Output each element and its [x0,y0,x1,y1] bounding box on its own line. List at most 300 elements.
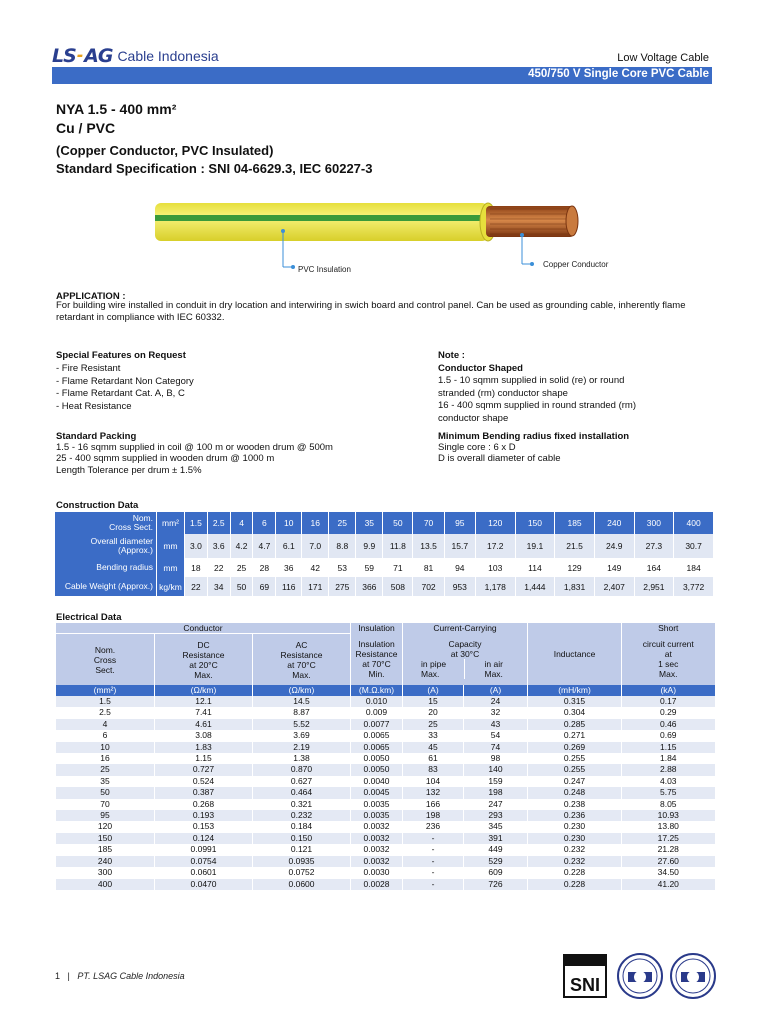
row-unit: mm² [157,512,185,534]
col-capacity [403,634,528,686]
table-cell: 8.05 [622,799,715,810]
table-row [56,799,715,810]
product-name: NYA 1.5 - 400 mm² [56,101,177,117]
header-conductor: Conductor [56,623,351,634]
table-row [56,742,715,753]
electrical-data-title: Electrical Data [56,612,122,623]
table-cell: 0.010 [351,696,403,707]
table-row [56,844,715,855]
note-line: 1.5 - 10 sqmm supplied in solid (re) or round [438,375,625,386]
bending-text [438,442,561,465]
table-cell: 159 [464,776,528,787]
table-cell: 0.464 [253,787,351,798]
col-dc-line: Resistance [182,649,225,660]
construction-data-title: Construction Data [56,500,139,511]
col-sc-line: Max. [659,669,678,680]
note-heading: Note : [438,350,465,361]
table-cell: 21.5 [555,534,595,558]
unit-cell: (mH/km) [528,685,622,696]
table-cell: 25 [329,512,356,534]
table-cell: 0.247 [528,776,622,787]
table-cell: 240 [56,856,155,867]
col-dc-line: at 20°C [189,659,218,670]
table-cell: 16 [302,512,329,534]
col-ac-line: Resistance [280,649,323,660]
table-cell: 116 [276,577,302,596]
table-cell: 184 [674,558,714,577]
table-cell: 129 [555,558,595,577]
table-cell: 198 [464,787,528,798]
table-cell: 0.248 [528,787,622,798]
table-row [56,776,715,787]
table-cell: 59 [356,558,383,577]
row-unit: mm [157,558,185,577]
table-cell: 0.153 [155,821,253,832]
packing-text [56,442,333,476]
footer-separator: | [67,971,70,981]
table-cell: 726 [464,879,528,890]
table-cell: 236 [403,821,464,832]
table-cell: 53 [329,558,356,577]
table-cell: 4.7 [253,534,276,558]
table-cell: 185 [56,844,155,855]
table-cell: 98 [464,753,528,764]
table-cell: 0.315 [528,696,622,707]
table-row [56,833,715,844]
table-cell: 74 [464,742,528,753]
col-pipe-line: Max. [421,669,440,680]
col-ac [253,634,351,686]
table-cell: 0.0032 [351,821,403,832]
table-cell: 120 [475,512,515,534]
certification-seal-icon [616,952,664,1000]
col-dc-line: DC [197,639,210,650]
sni-logo-text: SNI [569,975,601,995]
table-cell: 0.232 [528,856,622,867]
table-cell: 166 [403,799,464,810]
table-cell: 4.61 [155,719,253,730]
standard-specification: Standard Specification : SNI 04-6629.3, IEC 60227-3 [56,161,373,176]
table-cell: 449 [464,844,528,855]
col-cap-line: at 30°C [450,649,480,660]
table-cell: 132 [403,787,464,798]
row-label [55,534,157,558]
title-bar [52,67,712,84]
col-ins-line: Insulation [358,639,395,650]
table-cell: 70 [56,799,155,810]
table-cell: 953 [444,577,475,596]
packing-line: Length Tolerance per drum ± 1.5% [56,464,202,476]
certification-seal-icon [669,952,717,1000]
list-item: - Fire Resistant [56,363,121,374]
col-nom-line: Cross [93,654,117,665]
table-cell: 8.87 [253,707,351,718]
table-cell: 7.0 [302,534,329,558]
table-cell: 50 [56,787,155,798]
table-cell: - [403,844,464,855]
row-label-line: Cable Weight (Approx.) [64,581,153,591]
table-cell: 0.230 [528,833,622,844]
note-line: stranded (rm) conductor shape [438,387,568,399]
table-cell: 27.3 [634,534,674,558]
table-cell: 0.193 [155,810,253,821]
document-type: Low Voltage Cable [617,52,709,64]
table-cell: 17.2 [475,534,515,558]
logo-ls: LS [52,45,76,67]
table-cell: 34.50 [622,867,715,878]
table-cell: 1.84 [622,753,715,764]
table-cell: 6.1 [276,534,302,558]
unit-cell: (kA) [622,685,715,696]
table-cell: 7.41 [155,707,253,718]
row-label [55,577,157,596]
table-cell: 150 [515,512,555,534]
header-current: Current-Carrying [403,623,528,634]
table-cell: 300 [56,867,155,878]
col-ac-line: at 70°C [287,659,316,670]
table-cell: 0.0030 [351,867,403,878]
table-cell: 3.6 [207,534,230,558]
bending-line: D is overall diameter of cable [438,453,561,465]
table-cell: 10 [276,512,302,534]
col-air [464,659,528,679]
table-cell: 0.0035 [351,799,403,810]
packing-heading: Standard Packing [56,431,137,442]
application-text: For building wire installed in conduit in dry location and interwiring in swich board and control panel. Can be used as grounding cable, inherently flame retardant in compliance with IEC 60332. [56,300,686,323]
table-cell: 0.124 [155,833,253,844]
units-row [56,685,715,696]
table-cell: 9.9 [356,534,383,558]
col-sc-line: at [664,649,672,660]
table-cell: 0.255 [528,753,622,764]
col-nom [56,634,155,686]
table-cell: 50 [230,577,253,596]
table-cell: 5.52 [253,719,351,730]
table-cell: 5.75 [622,787,715,798]
table-row [56,764,715,775]
table-row [56,696,715,707]
table-cell: 508 [383,577,413,596]
table-cell: 42 [302,558,329,577]
row-label [55,558,157,577]
table-cell: 0.0028 [351,879,403,890]
col-dc [155,634,253,686]
table-cell: 2,407 [594,577,634,596]
table-cell: 0.232 [253,810,351,821]
table-cell: 4 [56,719,155,730]
table-cell: 247 [464,799,528,810]
electrical-data-table [55,623,715,890]
col-nom-line: Sect. [95,664,115,675]
table-cell: 1.15 [622,742,715,753]
bending-heading: Minimum Bending radius fixed installation [438,431,630,442]
table-cell: 35 [356,512,383,534]
row-label [55,512,157,534]
table-cell: 0.304 [528,707,622,718]
table-cell: 1,444 [515,577,555,596]
table-cell: 240 [594,512,634,534]
table-cell: 61 [403,753,464,764]
table-cell: 140 [464,764,528,775]
table-cell: 1.5 [56,696,155,707]
table-cell: 25 [403,719,464,730]
logo-text: Cable Indonesia [117,48,219,64]
table-cell: 0.236 [528,810,622,821]
table-cell: 4.03 [622,776,715,787]
col-air-line: Max. [484,669,503,680]
unit-cell: (Ω/km) [253,685,351,696]
row-label-line: (Approx.) [118,545,153,555]
table-cell: 0.230 [528,821,622,832]
table-cell: 22 [185,577,208,596]
table-cell: 0.268 [155,799,253,810]
packing-line: 1.5 - 16 sqmm supplied in coil @ 100 m or wooden drum @ 500m [56,442,333,453]
row-unit: mm [157,534,185,558]
table-cell: 11.8 [383,534,413,558]
table-cell: 0.271 [528,730,622,741]
table-cell: 20 [403,707,464,718]
table-cell: 1.38 [253,753,351,764]
table-cell: 25 [56,764,155,775]
table-cell: 13.5 [413,534,444,558]
col-ins-line: at 70°C [362,659,391,670]
table-cell: 0.0935 [253,856,351,867]
table-cell: 32 [464,707,528,718]
table-cell: 2,951 [634,577,674,596]
table-cell: 1,831 [555,577,595,596]
special-features-list [56,363,194,414]
table-cell: 0.69 [622,730,715,741]
table-cell: - [403,879,464,890]
table-cell: 345 [464,821,528,832]
col-short-circuit [622,634,715,686]
table-cell: 300 [634,512,674,534]
table-cell: 10 [56,742,155,753]
table-cell: 16 [56,753,155,764]
table-cell: 3.08 [155,730,253,741]
table-cell: 0.0752 [253,867,351,878]
table-row [56,810,715,821]
copper-conductor-label: Copper Conductor [543,260,609,269]
table-cell: 0.29 [622,707,715,718]
application-heading: APPLICATION : [56,291,126,302]
table-cell: 0.0050 [351,764,403,775]
table-cell: 2.88 [622,764,715,775]
table-cell: 94 [444,558,475,577]
row-label-line: Overall diameter [90,536,153,546]
col-pipe-line: in pipe [421,659,447,670]
table-cell: 54 [464,730,528,741]
table-cell: 12.1 [155,696,253,707]
col-nom-line: Nom. [94,644,116,655]
table-cell: 400 [56,879,155,890]
table-cell: 18 [185,558,208,577]
table-cell: 17.25 [622,833,715,844]
table-cell: - [403,833,464,844]
table-cell: 95 [444,512,475,534]
table-cell: 70 [413,512,444,534]
row-unit: kg/km [157,577,185,596]
table-row [56,821,715,832]
table-cell: 0.46 [622,719,715,730]
table-cell: 50 [383,512,413,534]
title-bar-text: 450/750 V Single Core PVC Cable [528,68,709,80]
table-cell: - [403,856,464,867]
col-ins-line: Resistance [355,649,398,660]
logo-dash: - [76,45,84,66]
cable-illustration [150,195,610,285]
table-cell: 34 [207,577,230,596]
table-cell: 24.9 [594,534,634,558]
table-cell: 3.69 [253,730,351,741]
construction-row [55,534,714,558]
table-cell: 1,178 [475,577,515,596]
row-label-line: Bending radius [96,562,153,572]
table-cell: 2.5 [207,512,230,534]
table-cell: 0.009 [351,707,403,718]
table-cell: 4 [230,512,253,534]
table-cell: 164 [634,558,674,577]
table-cell: 0.0077 [351,719,403,730]
table-cell: 0.228 [528,879,622,890]
table-cell: 0.255 [528,764,622,775]
table-cell: 14.5 [253,696,351,707]
table-row [56,787,715,798]
table-cell: 0.0065 [351,730,403,741]
note-line: conductor shape [438,413,509,425]
table-cell: 120 [56,821,155,832]
table-cell: 0.228 [528,867,622,878]
table-row [56,879,715,890]
table-cell: 0.17 [622,696,715,707]
table-cell: 27.60 [622,856,715,867]
product-description: (Copper Conductor, PVC Insulated) [56,143,274,158]
table-row [56,730,715,741]
table-cell: 4.2 [230,534,253,558]
table-cell: 103 [475,558,515,577]
table-cell: - [403,867,464,878]
table-cell: 0.0065 [351,742,403,753]
list-item: - Flame Retardant Non Category [56,375,194,387]
table-cell: 0.627 [253,776,351,787]
table-cell: 0.0470 [155,879,253,890]
table-cell: 19.1 [515,534,555,558]
footer-company: PT. LSAG Cable Indonesia [77,971,185,981]
table-cell: 28 [253,558,276,577]
col-insulation [351,634,403,686]
pvc-insulation-label: PVC Insulation [298,265,351,274]
col-sc-line: circuit current [642,639,694,650]
unit-cell: (M.Ω.km) [351,685,403,696]
table-row [56,856,715,867]
table-cell: 10.93 [622,810,715,821]
col-pipe [403,659,464,679]
table-cell: 0.870 [253,764,351,775]
table-cell: 69 [253,577,276,596]
table-cell: 391 [464,833,528,844]
table-cell: 104 [403,776,464,787]
table-cell: 0.387 [155,787,253,798]
table-cell: 81 [413,558,444,577]
table-cell: 0.232 [528,844,622,855]
table-cell: 149 [594,558,634,577]
table-cell: 609 [464,867,528,878]
table-cell: 25 [230,558,253,577]
row-label-line: Nom. [132,513,153,523]
table-cell: 198 [403,810,464,821]
construction-data-table [55,512,714,596]
table-cell: 24 [464,696,528,707]
table-cell: 33 [403,730,464,741]
col-air-line: in air [484,659,503,670]
table-cell: 114 [515,558,555,577]
special-features-heading: Special Features on Request [56,350,186,361]
table-cell: 0.0040 [351,776,403,787]
table-row [56,719,715,730]
table-cell: 6 [253,512,276,534]
table-cell: 185 [555,512,595,534]
construction-row [55,512,714,534]
table-cell: 0.0032 [351,856,403,867]
note-subheading: Conductor Shaped [438,363,523,374]
col-inductance: Inductance [553,649,596,659]
table-cell: 275 [329,577,356,596]
table-cell: 293 [464,810,528,821]
row-label-line: Cross Sect. [109,522,153,532]
table-cell: 30.7 [674,534,714,558]
table-cell: 45 [403,742,464,753]
table-row [56,707,715,718]
logo-ag: AG [84,45,113,67]
construction-row [55,577,714,596]
table-cell: 0.238 [528,799,622,810]
footer [55,971,185,981]
col-capacity-split [403,659,527,679]
header-short: Short [622,623,715,634]
table-cell: 400 [674,512,714,534]
table-cell: 21.28 [622,844,715,855]
table-cell: 3,772 [674,577,714,596]
table-cell: 702 [413,577,444,596]
packing-line: 25 - 400 sqmm supplied in wooden drum @ 1000 m [56,453,275,465]
table-cell: 529 [464,856,528,867]
table-cell: 0.0035 [351,810,403,821]
table-cell: 43 [464,719,528,730]
col-cap-line: Capacity [448,639,482,650]
table-cell: 0.269 [528,742,622,753]
table-cell: 8.8 [329,534,356,558]
table-cell: 0.0032 [351,844,403,855]
table-cell: 22 [207,558,230,577]
table-cell: 0.184 [253,821,351,832]
note-text [438,375,636,426]
pvc-insulation-body [155,203,496,241]
table-row [56,867,715,878]
list-item: - Heat Resistance [56,401,132,413]
table-cell: 83 [403,764,464,775]
table-cell: 35 [56,776,155,787]
sni-logo-icon [563,954,607,998]
table-cell: 0.321 [253,799,351,810]
table-cell: 1.5 [185,512,208,534]
table-cell: 0.0050 [351,753,403,764]
table-cell: 0.0045 [351,787,403,798]
table-cell: 0.121 [253,844,351,855]
table-cell: 0.524 [155,776,253,787]
col-dc-line: Max. [194,669,213,680]
unit-cell: (mm²) [56,685,155,696]
table-cell: 95 [56,810,155,821]
